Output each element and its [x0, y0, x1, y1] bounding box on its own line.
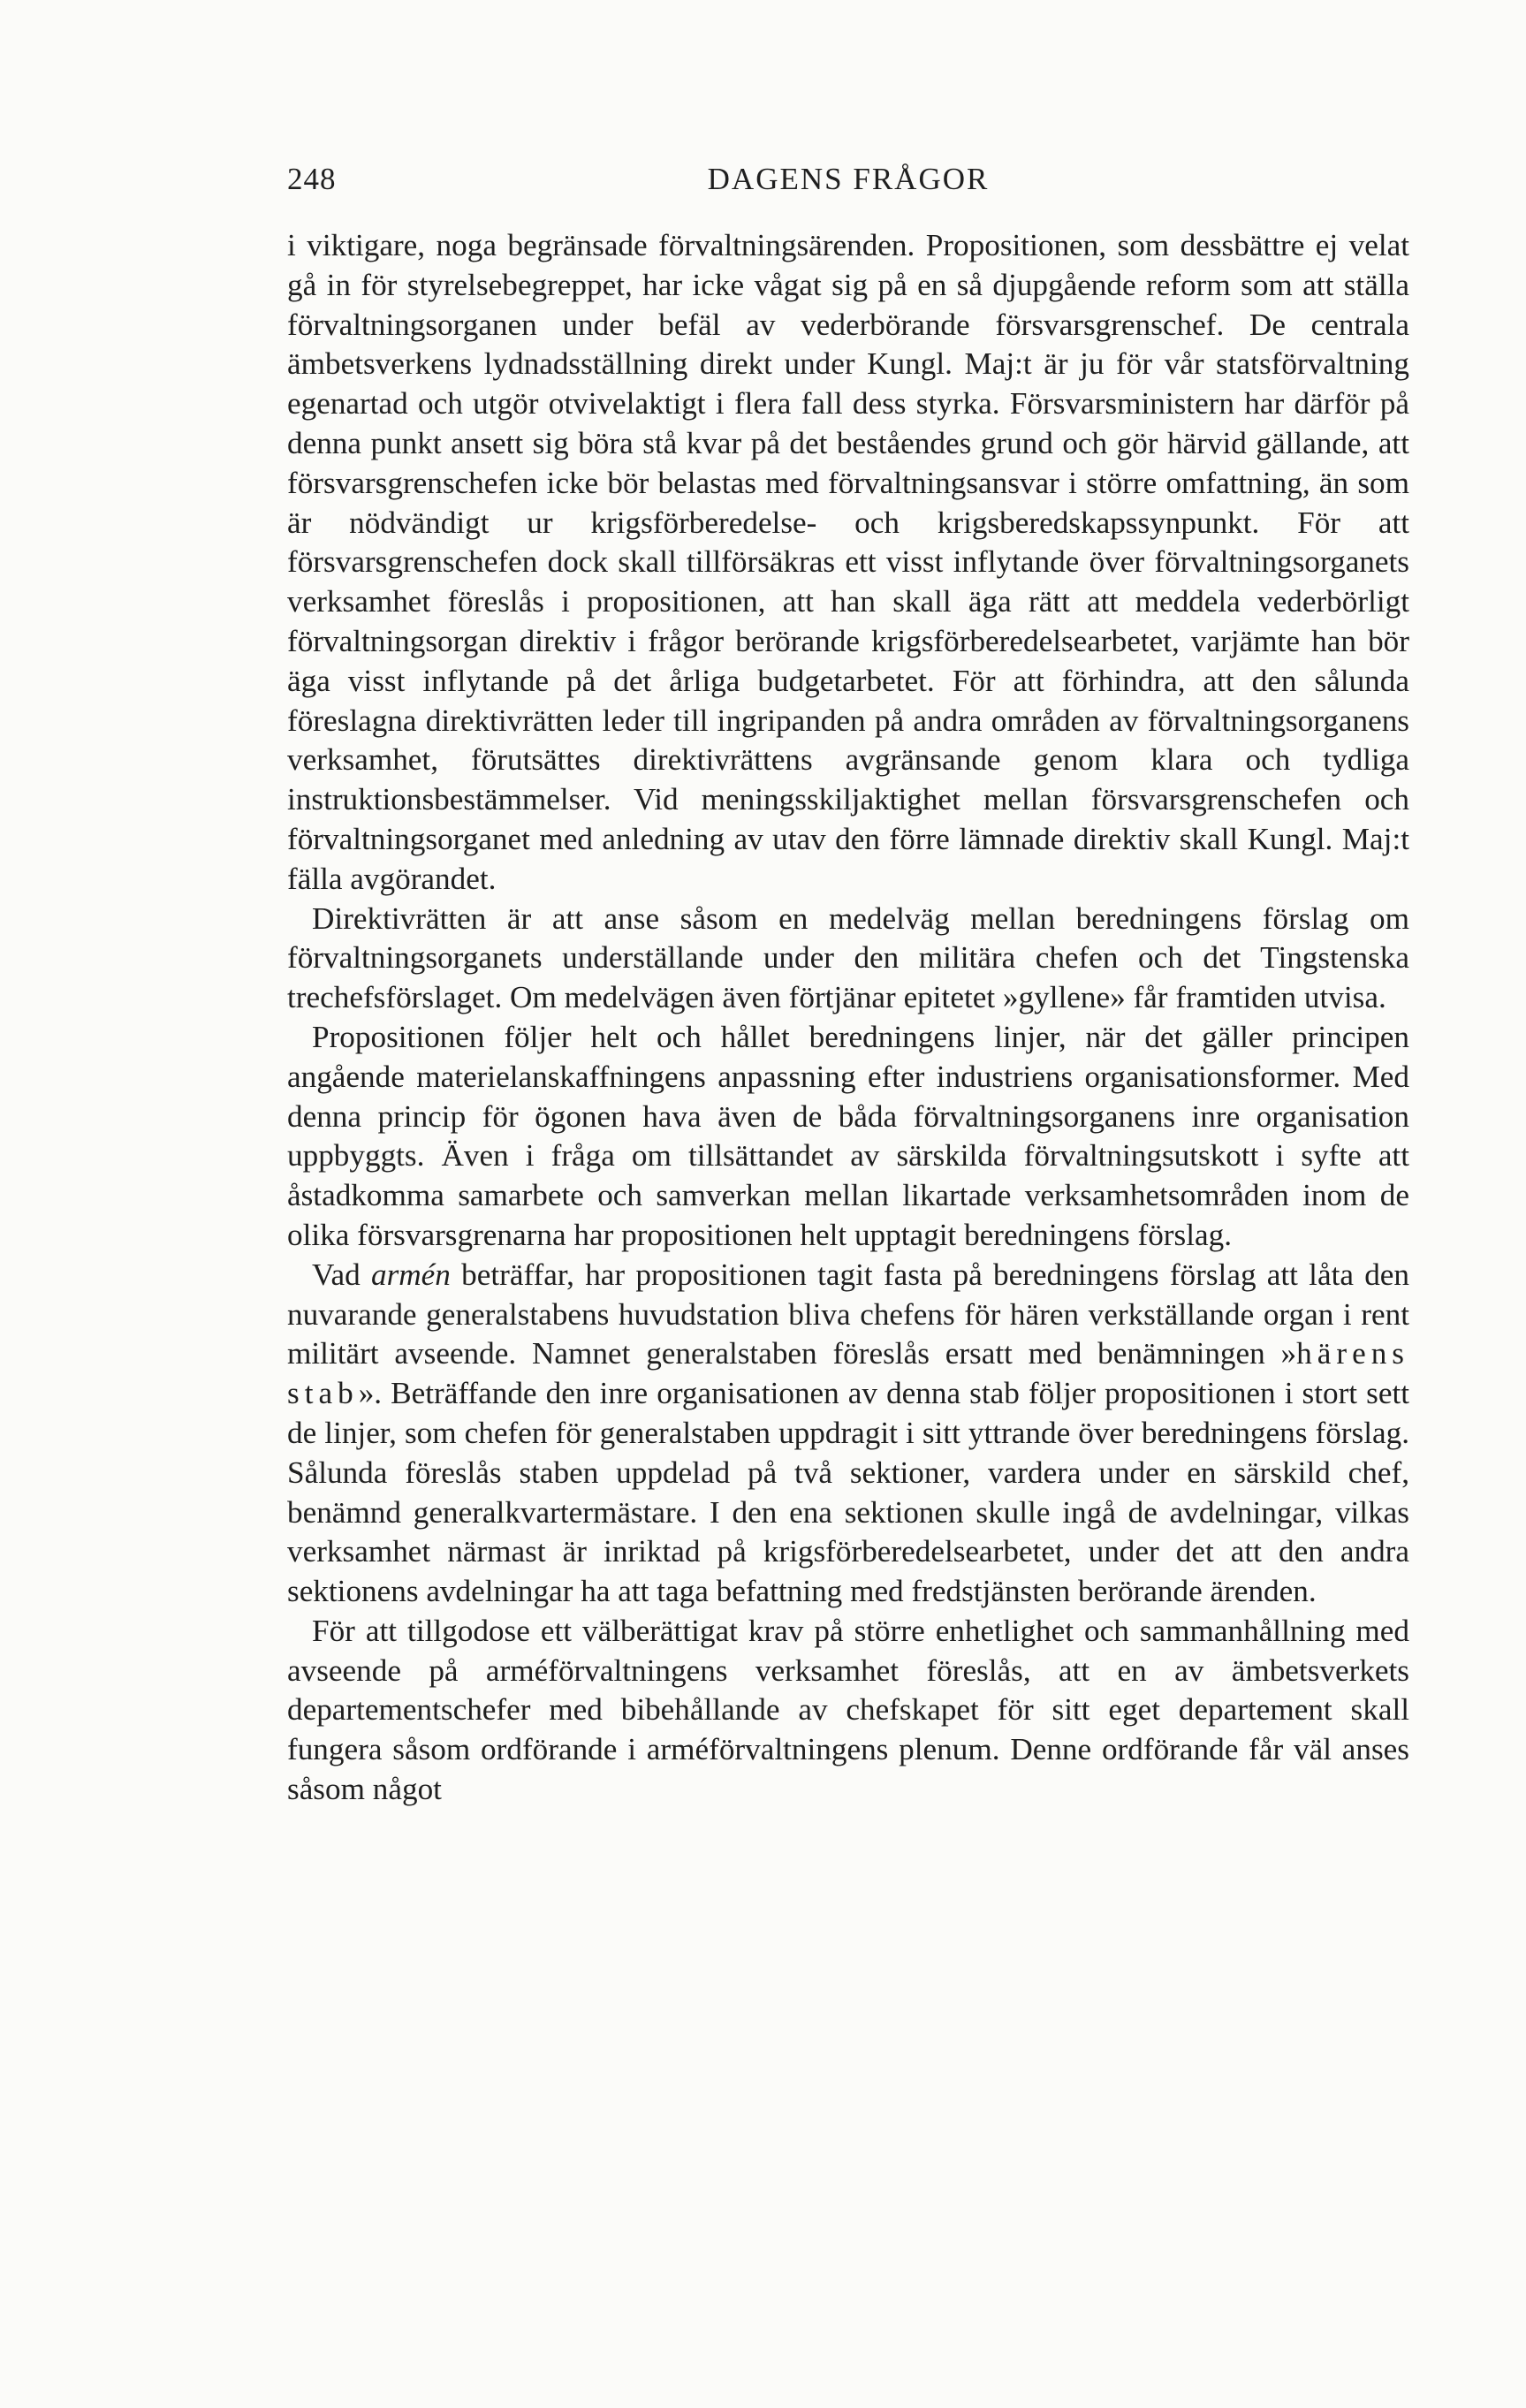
body-text — [287, 226, 1409, 1810]
paragraph: Propositionen följer helt och hållet beredningens linjer, när det gäller principen angående materielanskaffningens anpassning efter industriens organisationsformer. Med denna princip för ögonen hava även de båda förvaltningsorganens inre organisation uppbyggts. Även i fråga om tillsättandet av särskilda förvaltningsutskott i syfte att åstadkomma samarbete och samverkan mellan likartade verksamhetsområden inom de olika försvarsgrenarna har propositionen helt upptagit beredningens förslag. — [287, 1019, 1409, 1252]
paragraph — [287, 1256, 1409, 1612]
paragraph-text: ». Beträffande den inre organisationen av denna stab följer propositionen i stort sett de linjer, som chefen för generalstaben uppdragit i sitt yttrande över beredningens förslag. Sålunda föreslås staben uppdelad på två sektioner, vardera under en särskild chef, benämnd generalkvartermästare. I den ena sektionen skulle ingå de avdelningar, vilkas verksamhet närmast är inriktad på krigsförberedelsearbetet, under det att den andra sektionens avdelningar ha att taga befattning med fredstjänsten berörande ärenden. — [287, 1376, 1409, 1609]
paragraph-text: Vad — [312, 1257, 371, 1292]
page-number: 248 — [287, 162, 337, 196]
running-title: DAGENS FRÅGOR — [707, 162, 990, 196]
spaced-text: härens stab — [287, 1336, 1409, 1411]
emphasis-text: armén — [370, 1257, 451, 1292]
running-head — [287, 162, 1409, 204]
paragraph: i viktigare, noga begränsade förvaltningsärenden. Propositionen, som dessbättre ej velat gå in för styrelsebegreppet, har icke vågat sig på en så djupgående reform som att ställa förvaltningsorganen under befäl av vederbörande försvarsgrenschef. De centrala ämbetsverkens lydnadsställning direkt under Kungl. Maj:t är ju för vår statsförvaltning egenartad och utgör otvivelaktigt i flera fall dess styrka. Försvarsministern har därför på denna punkt ansett sig böra stå kvar på det beståendes grund och gör härvid gällande, att försvarsgrenschefen icke bör belastas med förvaltningsansvar i större omfattning, än som är nödvändigt ur krigsförberedelse- och krigsberedskapssynpunkt. För att försvarsgrenschefen dock skall tillförsäkras ett visst inflytande över förvaltningsorganets verksamhet föreslås i propositionen, att han skall äga rätt att meddela vederbörligt förvaltningsorgan direktiv i frågor berörande krigsförberedelsearbetet, varjämte han bör äga visst inflytande på det årliga budgetarbetet. För att förhindra, att den sålunda föreslagna direktivrätten leder till ingripanden på andra områden av förvaltningsorganens verksamhet, förutsättes direktivrättens avgränsande genom klara och tydliga instruktionsbestämmelser. Vid meningsskiljaktighet mellan försvarsgrenschefen och förvaltningsorganet med anledning av utav den förre lämnade direktiv skall Kungl. Maj:t fälla avgörandet. — [287, 228, 1409, 896]
paragraph: För att tillgodose ett välberättigat krav på större enhetlighet och sammanhållning med avseende på arméförvaltningens verksamhet föreslås, att en av ämbetsverkets departementschefer med bibehållande av chefskapet för sitt eget departement skall fungera såsom ordförande i arméförvaltningens plenum. Denne ordförande får väl anses såsom något — [287, 1613, 1409, 1807]
paragraph: Direktivrätten är att anse såsom en medelväg mellan beredningens förslag om förvaltningsorganets underställande under den militära chefen och det Tingstenska trechefsförslaget. Om medelvägen även förtjänar epitetet »gyllene» får framtiden utvisa. — [287, 900, 1409, 1015]
paragraph-text: beträffar, har propositionen tagit fasta på beredningens förslag att låta den nuvarande generalstabens huvudstation bliva chefens för hären verkställande organ i rent militärt avseende. Namnet generalstaben föreslås ersatt med benämningen » — [287, 1257, 1409, 1371]
